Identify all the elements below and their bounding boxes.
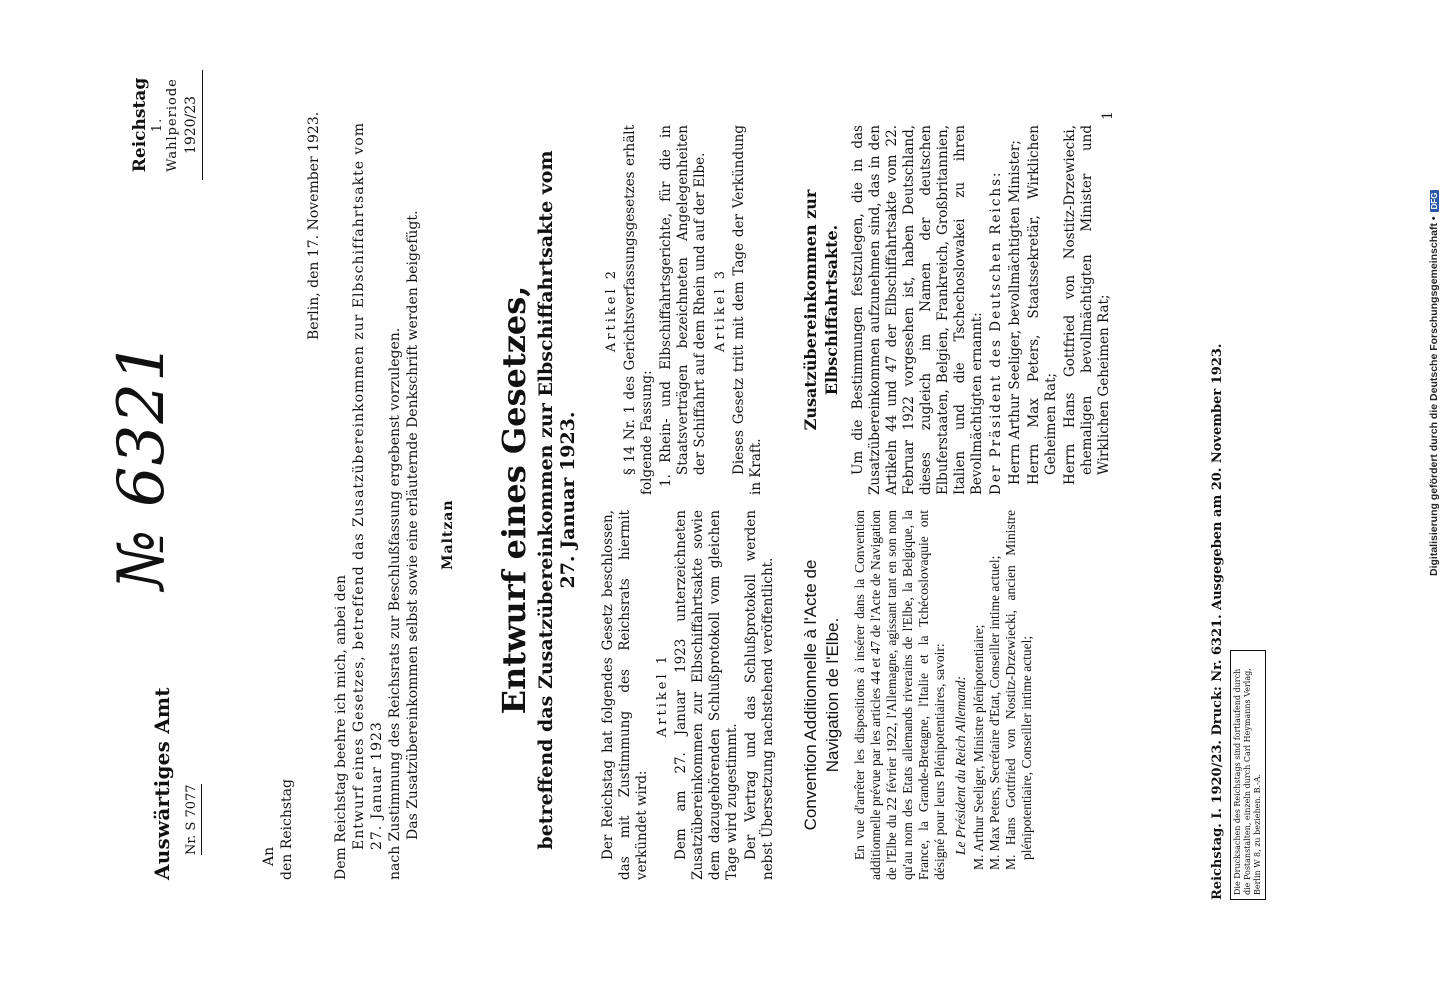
law-heading	[495, 100, 579, 900]
convention-french-title-line-1: Convention Additionnelle à l'Acte de	[801, 559, 820, 831]
wahlperiode-label: 1. Wahlperiode	[150, 78, 180, 172]
letter-subject: Entwurf eines Gesetzes, betreffend das Zusatzübereinkommen zur Elbschiffahrtsakte vom 27. Januar 1923	[351, 121, 385, 850]
article-2-paragraph-2: 1. Rhein- und Elbschiffahrtsgerichte, für die in Staatsverträgen bezeichneten Angelegenheiten der Schiffahrt auf dem Rhein und auf der Elbe.	[658, 125, 708, 487]
convention-german-column	[800, 125, 1113, 495]
convention-french-plenipotentiary-3: M. Hans Gottfried von Nostitz-Drzewiecki, ancien Ministre plénipotentiaire, Conseiller intime actuel;	[1003, 510, 1034, 870]
signature: Maltzan	[440, 499, 456, 570]
convention-german-plenipotentiary-3: Herrn Hans Gottfried von Nostitz-Drzewiecki, ehemaligen bevollmächtigten Minister und Wirklichen Geheimen Rat;	[1062, 125, 1112, 485]
address-line-1: An	[261, 846, 277, 866]
office-number: Nr. S 7077	[184, 784, 202, 855]
convention-french-plenipotentiary-1: M. Arthur Seeliger, Ministre plénipotentiaire;	[971, 624, 986, 870]
law-date: 27. Januar 1923.	[557, 411, 579, 589]
document-page	[100, 60, 1420, 940]
digitization-credit	[1416, 6, 1440, 576]
convention-french-body	[852, 510, 1035, 880]
distribution-note: Die Drucksachen des Reichstags sind fortlaufend durch die Postanstalten, einzeln durch Carl Heymanns Verlag, Berlin W 8, zu beziehen. B.-A.	[1230, 650, 1266, 900]
letter-paragraph-1: Dem Reichstag beehre ich mich, anbei den	[333, 574, 349, 880]
article-3-heading: Artikel 3	[713, 267, 728, 353]
convention-french-party: Le Président du Reich Allemand:	[953, 676, 968, 855]
article-1-paragraph-1: Dem am 27. Januar 1923 unterzeichneten Zusatzübereinkommen zur Elbschiffahrtsakte sowie dem dazugehörenden Schlußprotokoll vom gleichen Tage wird zugestimmt.	[673, 510, 740, 880]
dfg-logo-icon: DFG	[1430, 190, 1439, 213]
law-intro: Der Reichstag hat folgendes Gesetz beschlossen, das mit Zustimmung des Reichsrats hiermit verkündet wird:	[600, 510, 650, 880]
letter-body	[332, 100, 422, 880]
convention-german-plenipotentiary-1: Herrn Arthur Seeliger, bevollmächtigten Minister;	[1007, 140, 1023, 485]
reichstag-header	[130, 70, 203, 180]
law-column-left	[600, 510, 777, 880]
letter-paragraph-2: nach Zustimmung des Reichsrats zur Beschlußfassung ergebenst vorzulegen.	[387, 327, 403, 880]
convention-german-party: Der Präsident des Deutschen Reichs:	[988, 170, 1004, 495]
document-number: № 6321	[105, 340, 179, 590]
convention-german-plenipotentiary-2: Herrn Max Peters, Staatssekretär, Wirklichen Geheimen Rat;	[1026, 125, 1059, 485]
office-title: Auswärtiges Amt	[150, 687, 174, 880]
law-subtitle: betreffend das Zusatzübereinkommen zur Elbschiffahrtsakte vom	[535, 150, 557, 850]
convention-german-title-line-2: Elbschiffahrtsakte.	[822, 224, 841, 396]
convention-french-column	[800, 510, 1035, 880]
article-1-paragraph-2: Der Vertrag und das Schlußprotokoll werden nebst Übersetzung nachstehend veröffentlicht.	[743, 510, 776, 880]
convention-french-title-line-2: Navigation de l'Elbe.	[823, 617, 842, 773]
convention-german-title	[800, 125, 842, 495]
address-block	[260, 680, 296, 880]
convention-german-title-line-1: Zusatzübereinkommen zur	[801, 189, 820, 431]
law-title: Entwurf eines Gesetzes,	[495, 285, 533, 715]
article-2-heading: Artikel 2	[604, 267, 619, 353]
convention-german-preamble: Um die Bestimmungen festzulegen, die in das Zusatzübereinkommen aufzunehmen sind, das in den Artikeln 44 und 47 der Elbschiffahrtsakte vom 22. Februar 1922 vorgesehen ist, haben Deutschland, dieses zugleich im Namen der deutschen Elbuferstaaten, Belgien, Frankreich, Großbritannien, Italien und die Tschechoslowakei zu ihren Bevollmächtigten ernannt:	[850, 125, 985, 495]
article-3-paragraph-1: Dieses Gesetz tritt mit dem Tage der Verkündung in Kraft.	[731, 125, 764, 495]
letter-date: Berlin, den 17. November 1923.	[306, 111, 322, 340]
period-years: 1920/23	[183, 70, 203, 180]
letter-paragraph-3: Das Zusatzübereinkommen selbst sowie eine erläuternde Denkschrift werden beigefügt.	[405, 210, 421, 840]
page-number: 1	[1100, 111, 1116, 120]
address-line-2: den Reichstag	[279, 779, 295, 880]
law-column-right	[600, 125, 765, 495]
reichstag-label: Reichstag	[130, 77, 150, 173]
convention-french-preamble: En vue d'arrêter les dispositions à insérer dans la Convention additionnelle prévue par les articles 44 et 47 de l'Acte de Navigation de l'Elbe du 22 février 1922, l'Allemagne, agissant tant en son nom qu'au nom des Etats allemands riverains de l'Elbe, la Belgique, la France, la Grande-Bretagne, l'Italie et la Tchécoslovaquie ont désigné pour leurs Plénipotentiaires, savoir:	[852, 510, 947, 880]
article-1-heading: Artikel 1	[655, 652, 670, 738]
article-2-paragraph-1: § 14 Nr. 1 des Gerichtsverfassungsgesetzes erhält folgende Fassung:	[622, 125, 655, 495]
credit-text: Digitalisierung gefördert durch die Deutsche Forschungsgemeinschaft •	[1428, 216, 1440, 576]
convention-french-plenipotentiary-2: M. Max Peters, Secrétaire d'Etat, Conseiller intime actuel;	[987, 555, 1002, 870]
convention-french-title	[800, 510, 844, 880]
convention-german-body	[850, 125, 1113, 495]
print-footer: Reichstag. I. 1920/23. Druck: Nr. 6321. Ausgegeben am 20. November 1923.	[1210, 343, 1225, 900]
